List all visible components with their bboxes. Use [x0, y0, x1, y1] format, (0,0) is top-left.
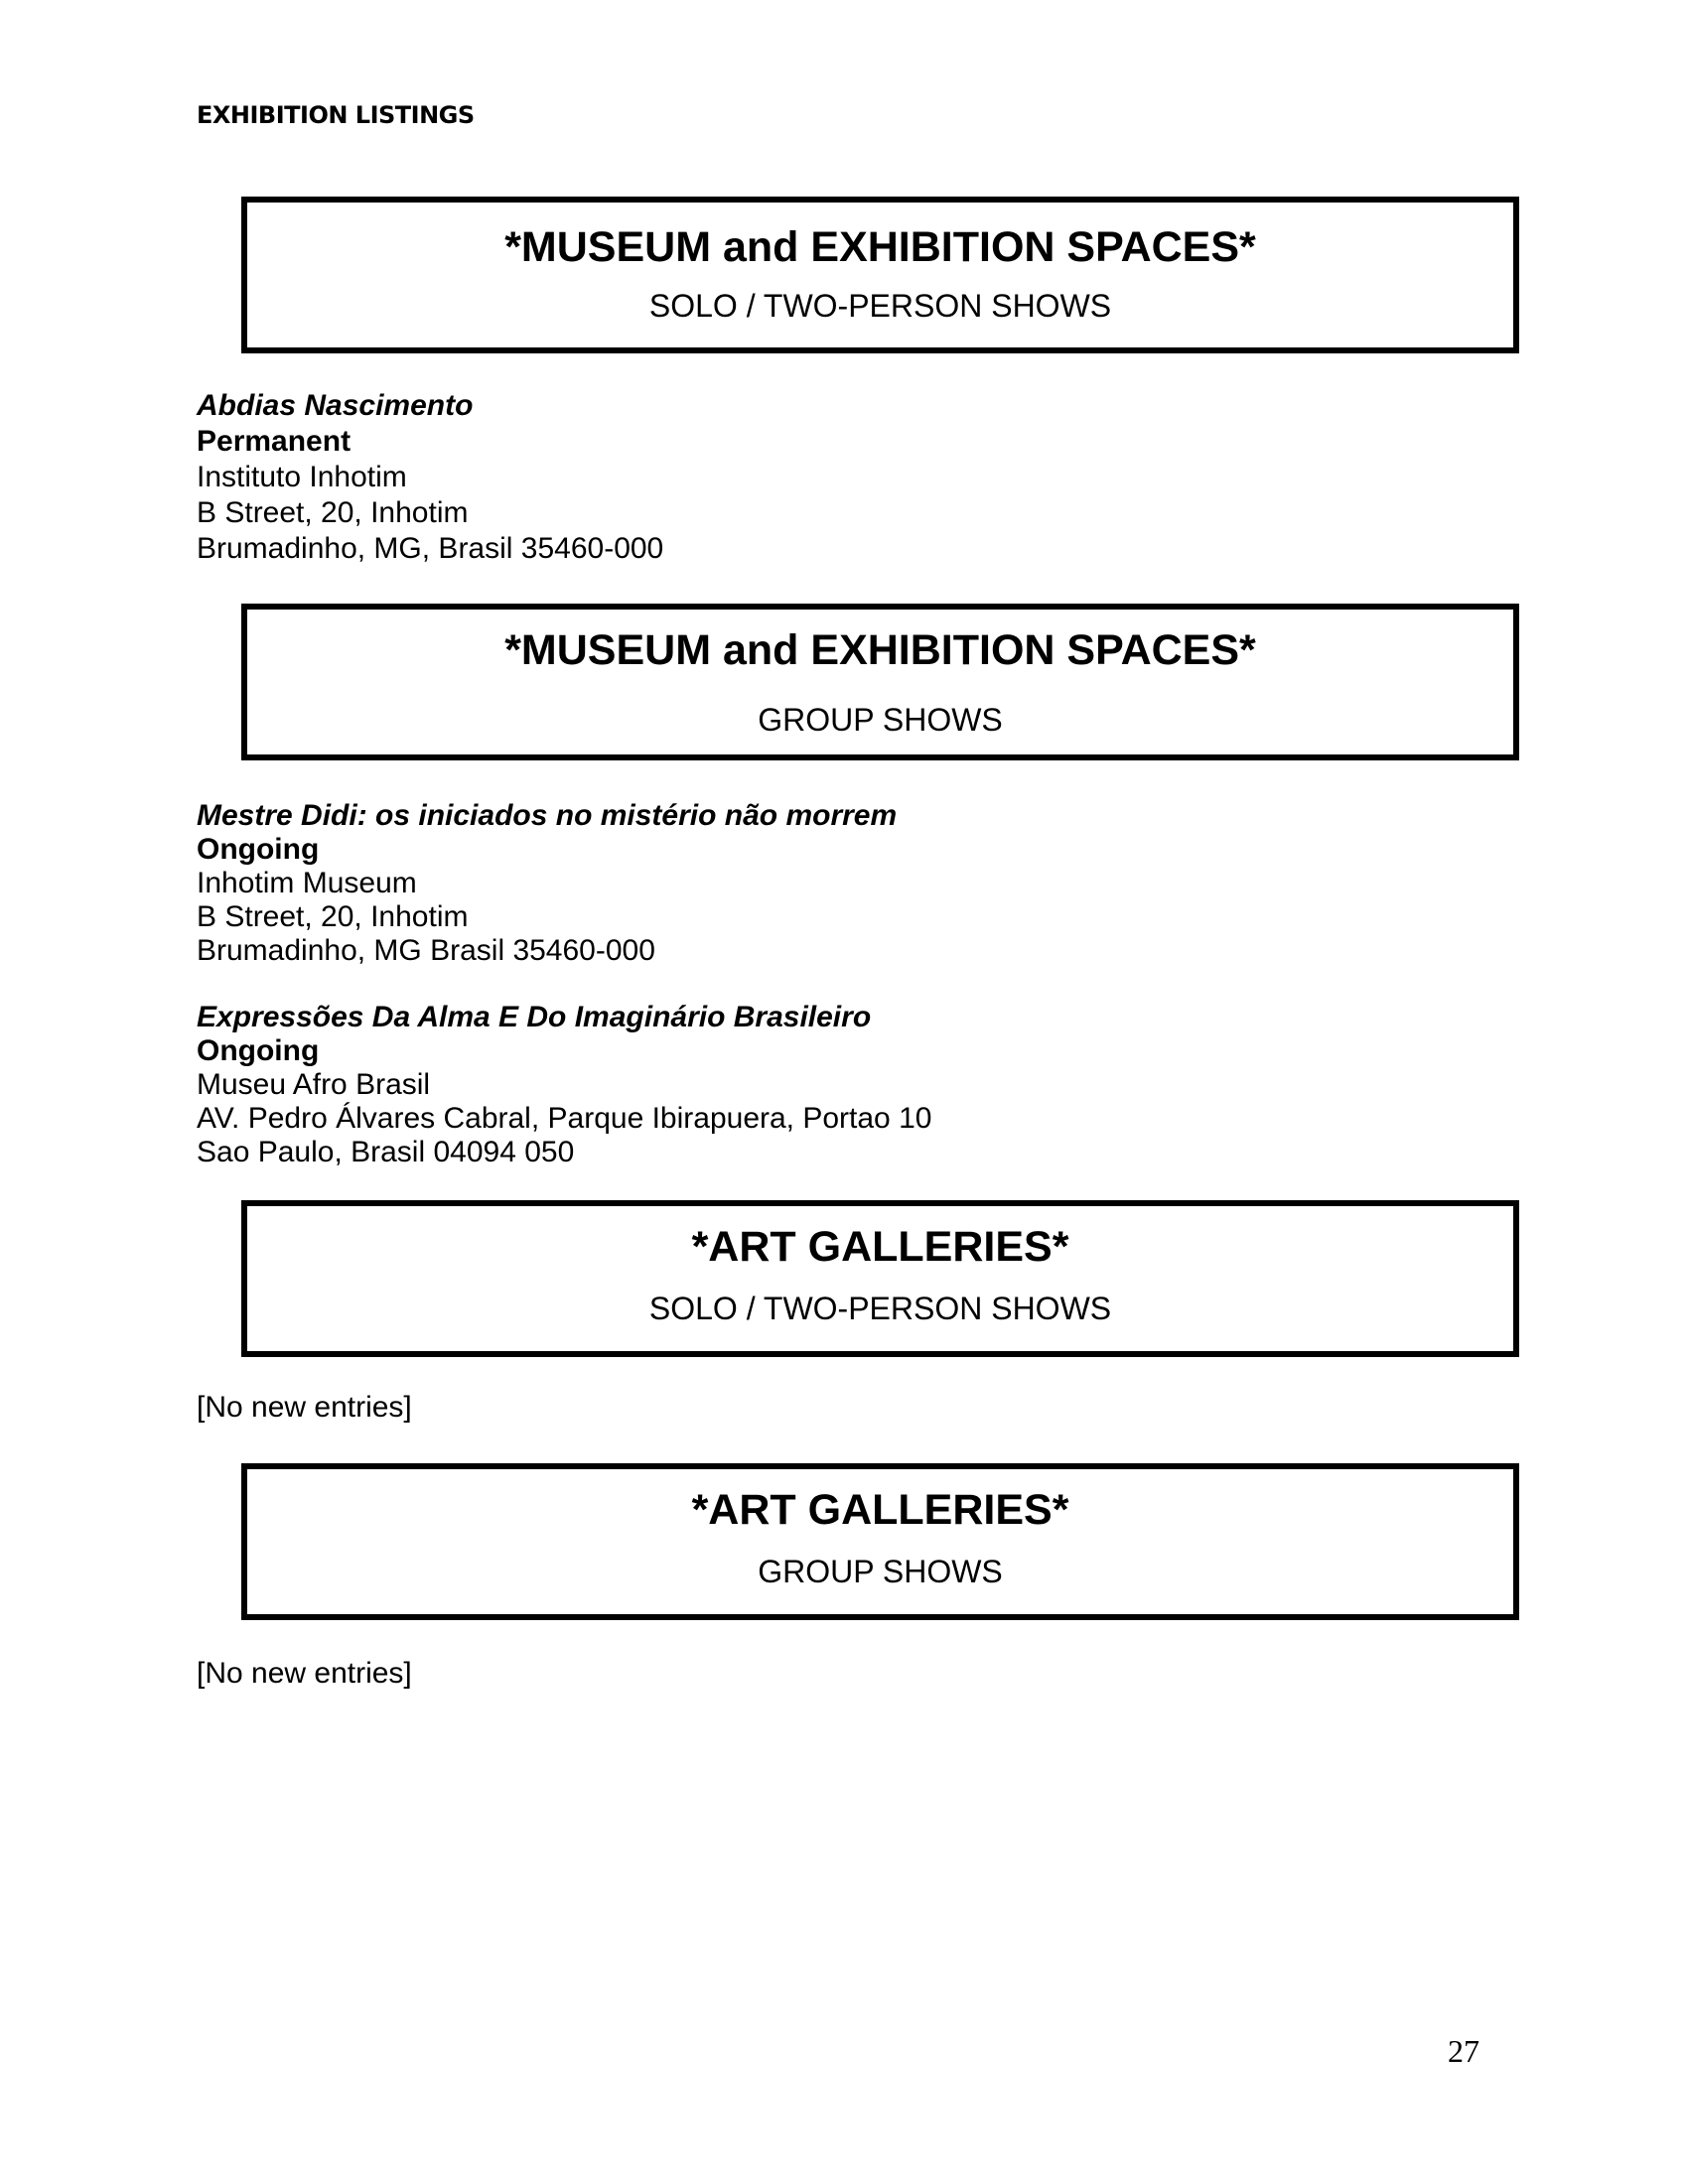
- listing-entry: [197, 799, 897, 968]
- exhibition-duration: Ongoing: [197, 833, 320, 866]
- no-entries-note: [No new entries]: [197, 1391, 412, 1424]
- venue-address-line: B Street, 20, Inhotim: [197, 900, 469, 933]
- venue-name: Museu Afro Brasil: [197, 1068, 431, 1101]
- venue-address-line: Brumadinho, MG Brasil 35460-000: [197, 934, 655, 967]
- exhibition-duration: Ongoing: [197, 1034, 320, 1067]
- section-title: *ART GALLERIES*: [691, 1223, 1069, 1271]
- venue-address-line: AV. Pedro Álvares Cabral, Parque Ibirapuera, Portao 10: [197, 1102, 932, 1135]
- page-number: 27: [1448, 2033, 1479, 2069]
- section-header-galleries-group: [241, 1463, 1519, 1620]
- section-title: *MUSEUM and EXHIBITION SPACES*: [504, 626, 1256, 674]
- section-header-galleries-solo: [241, 1200, 1519, 1357]
- exhibition-title: Abdias Nascimento: [197, 389, 474, 422]
- section-subtitle: SOLO / TWO-PERSON SHOWS: [648, 288, 1112, 324]
- section-header-museum-group: [241, 604, 1519, 760]
- venue-address-line: Sao Paulo, Brasil 04094 050: [197, 1136, 575, 1168]
- section-title: *MUSEUM and EXHIBITION SPACES*: [504, 223, 1256, 271]
- exhibition-duration: Permanent: [197, 425, 352, 458]
- no-entries-note: [No new entries]: [197, 1657, 412, 1690]
- venue-name: Instituto Inhotim: [197, 461, 407, 493]
- exhibition-title: Mestre Didi: os iniciados no mistério não morrem: [197, 799, 898, 832]
- running-head: EXHIBITION LISTINGS: [197, 101, 475, 129]
- section-subtitle: GROUP SHOWS: [758, 702, 1003, 738]
- venue-address-line: Brumadinho, MG, Brasil 35460-000: [197, 532, 664, 565]
- section-title: *ART GALLERIES*: [691, 1486, 1069, 1534]
- section-header-museum-solo: [241, 197, 1519, 353]
- section-subtitle: SOLO / TWO-PERSON SHOWS: [648, 1291, 1112, 1326]
- listing-entry: [197, 1001, 931, 1169]
- listing-entry: [197, 389, 663, 566]
- venue-address-line: B Street, 20, Inhotim: [197, 496, 469, 529]
- section-subtitle: GROUP SHOWS: [758, 1554, 1003, 1589]
- venue-name: Inhotim Museum: [197, 867, 417, 899]
- exhibition-title: Expressões Da Alma E Do Imaginário Brasileiro: [197, 1001, 872, 1033]
